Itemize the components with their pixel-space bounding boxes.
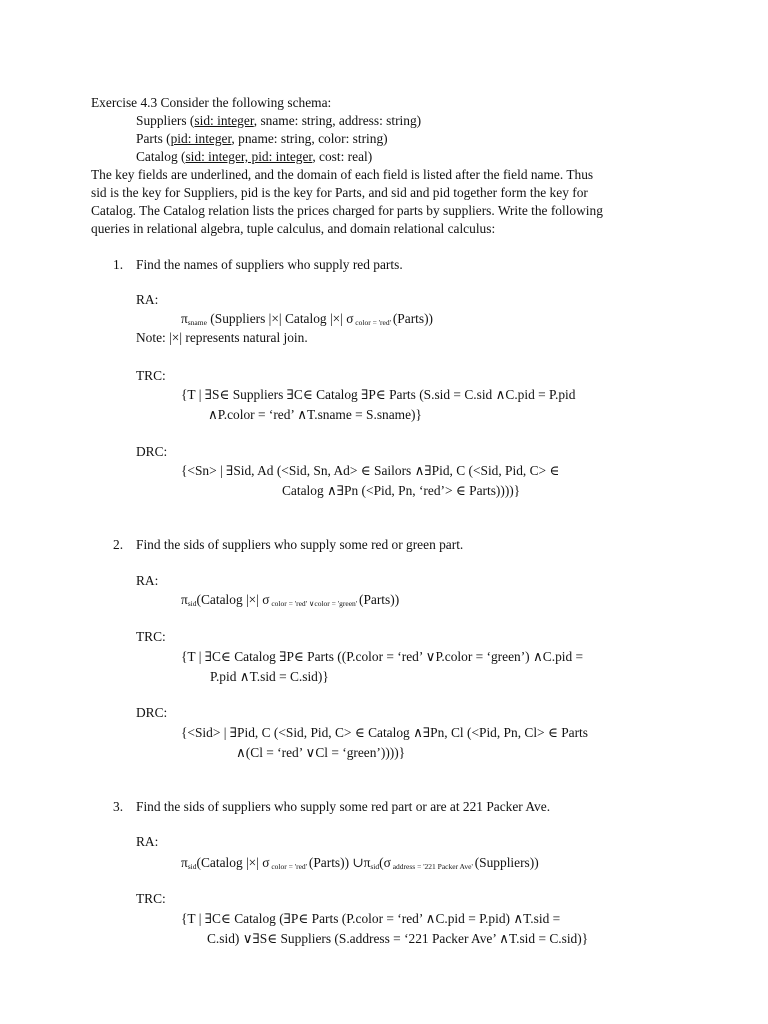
q1-note: Note: |×| represents natural join. (136, 330, 308, 345)
q1-ra-sigma-sub: color = 'red' (353, 318, 393, 327)
q2-ra-part-a: (Catalog |×| σ (196, 592, 270, 607)
q1-number: 1. (113, 257, 124, 272)
q3-trc-label: TRC: (136, 891, 166, 906)
intro-paragraph-line: sid is the key for Suppliers, pid is the key for Parts, and sid and pid together form the key for (91, 185, 588, 200)
q1-drc-line: Catalog ∧∃Pn (<Pid, Pn, ‘red’> ∈ Parts))))} (282, 483, 521, 498)
q2-trc-label: TRC: (136, 629, 166, 644)
q3-ra-part-a: (Catalog |×| σ (196, 855, 270, 870)
q3-number: 3. (113, 799, 124, 814)
q1-drc-line: {<Sn> | ∃Sid, Ad (<Sid, Sn, Ad> ∈ Sailors ∧∃Pid, C (<Sid, Pid, C> ∈ (181, 463, 560, 478)
q3-ra-sigma-sub: color = 'red' (269, 862, 309, 871)
intro-paragraph-line: Catalog. The Catalog relation lists the prices charged for parts by suppliers. Write the following (91, 203, 603, 218)
q1-ra-label: RA: (136, 292, 159, 307)
schema-parts-key: pid: integer (170, 131, 232, 146)
q3-ra-part-c: (σ (379, 855, 391, 870)
exercise-heading: Exercise 4.3 Consider the following schema: (91, 95, 332, 110)
q1-trc-label: TRC: (136, 368, 166, 383)
q2-ra-pi-sub: sid (187, 599, 197, 608)
q2-drc-label: DRC: (136, 705, 168, 720)
q2-ra-part-b: (Parts)) (359, 592, 400, 607)
q2-ra-label: RA: (136, 573, 159, 588)
q1-ra-pi-sub: sname (187, 318, 207, 327)
schema-catalog-name: Catalog ( (136, 149, 186, 164)
q3-ra-sigma2-sub: address = '221 Packer Ave' (390, 862, 475, 871)
q2-drc-line: {<Sid> | ∃Pid, C (<Sid, Pid, C> ∈ Catalog ∧∃Pn, Cl (<Pid, Pn, Cl> ∈ Parts (181, 725, 588, 740)
q2-drc-line: ∧(Cl = ‘red’ ∨Cl = ‘green’))))} (236, 745, 406, 760)
q2-trc-line: {T | ∃C∈ Catalog ∃P∈ Parts ((P.color = ‘red’ ∨P.color = ‘green’) ∧C.pid = (181, 649, 584, 664)
q1-ra-part-b: (Parts)) (392, 311, 434, 326)
q1-ra-pi: π (181, 311, 188, 326)
schema-parts-fields: , pname: string, color: string) (231, 131, 388, 146)
q3-ra-expression (181, 855, 539, 875)
q3-ra-pi2-sub: sid (370, 862, 380, 871)
schema-catalog-fields: , cost: real) (312, 149, 373, 164)
q1-trc-line: {T | ∃S∈ Suppliers ∃C∈ Catalog ∃P∈ Parts (S.sid = C.sid ∧C.pid = P.pid (181, 387, 576, 402)
schema-suppliers-name: Suppliers ( (136, 113, 195, 128)
q2-text: Find the sids of suppliers who supply some red or green part. (136, 537, 464, 552)
schema-suppliers (136, 113, 421, 129)
q2-trc-line: P.pid ∧T.sid = C.sid)} (210, 669, 329, 684)
intro-paragraph-line: queries in relational algebra, tuple calculus, and domain relational calculus: (91, 221, 496, 236)
q3-ra-part-d: (Suppliers)) (474, 855, 539, 870)
q3-ra-label: RA: (136, 834, 159, 849)
q3-ra-pi: π (181, 855, 188, 870)
q3-trc-line: {T | ∃C∈ Catalog (∃P∈ Parts (P.color = ‘red’ ∧C.pid = P.pid) ∧T.sid = (181, 911, 561, 926)
schema-suppliers-key: sid: integer (194, 113, 254, 128)
q1-trc-line: ∧P.color = ‘red’ ∧T.sname = S.sname)} (208, 407, 422, 422)
schema-catalog-key: sid: integer, pid: integer (185, 149, 313, 164)
q3-trc-line: C.sid) ∨∃S∈ Suppliers (S.address = ‘221 Packer Ave’ ∧T.sid = C.sid)} (207, 931, 589, 946)
q1-text: Find the names of suppliers who supply red parts. (136, 257, 403, 272)
q1-drc-label: DRC: (136, 444, 168, 459)
schema-parts-name: Parts ( (136, 131, 171, 146)
q3-text: Find the sids of suppliers who supply some red part or are at 221 Packer Ave. (136, 799, 551, 814)
schema-catalog (136, 149, 372, 165)
q1-ra-part-a: (Suppliers |×| Catalog |×| σ (206, 311, 354, 326)
q2-ra-expression (181, 592, 399, 612)
q2-number: 2. (113, 537, 124, 552)
schema-suppliers-fields: , sname: string, address: string) (253, 113, 422, 128)
q3-ra-pi-sub: sid (187, 862, 197, 871)
q1-ra-expression (181, 311, 433, 331)
q2-ra-pi: π (181, 592, 188, 607)
schema-parts (136, 131, 388, 147)
q3-ra-part-b: (Parts)) ∪π (308, 855, 371, 870)
q2-ra-sigma-sub: color = 'red' ∨color = 'green' (269, 599, 359, 608)
intro-paragraph-line: The key fields are underlined, and the domain of each field is listed after the field name. Thus (91, 167, 594, 182)
